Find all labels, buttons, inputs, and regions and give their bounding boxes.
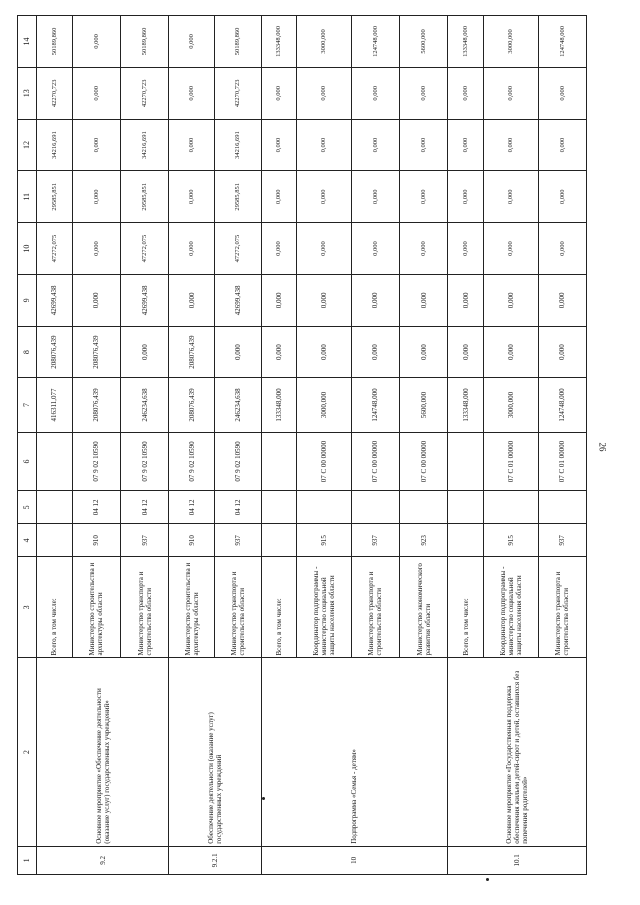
header-row <box>18 16 37 875</box>
value-cell: 208076,439 <box>37 326 73 378</box>
value-cell: 0,000 <box>169 274 215 326</box>
org-cell: Министерство строительства и архитектуры области <box>72 557 120 658</box>
value-cell <box>37 491 73 524</box>
table-row <box>261 16 297 875</box>
value-cell: 124748,000 <box>538 378 586 432</box>
value-cell: 0,000 <box>72 16 120 68</box>
value-cell: 416311,077 <box>37 378 73 432</box>
value-cell: 34216,691 <box>37 119 73 171</box>
col-header: 10 <box>18 223 37 275</box>
value-cell: 910 <box>169 524 215 557</box>
value-cell: 910 <box>72 524 120 557</box>
row-name-cell: Подпрограмма «Семья - детям» <box>261 658 448 846</box>
value-cell: 07 C 01 00000 <box>484 432 539 491</box>
value-cell: 3000,000 <box>484 16 539 68</box>
value-cell: 0,000 <box>120 326 168 378</box>
value-cell: 0,000 <box>169 16 215 68</box>
value-cell: 0,000 <box>400 223 448 275</box>
value-cell: 0,000 <box>169 119 215 171</box>
value-cell: 0,000 <box>448 119 484 171</box>
value-cell: 915 <box>484 524 539 557</box>
value-cell <box>37 432 73 491</box>
value-cell: 0,000 <box>538 223 586 275</box>
row-name-cell: Основное мероприятие «Обеспечение деятельности (оказание услуг) государственных учреждений» <box>37 658 169 846</box>
value-cell: 04 12 <box>72 491 120 524</box>
org-cell: Координатор подпрограммы - министерство социальной защиты населения области <box>484 557 539 658</box>
value-cell: 133348,000 <box>261 16 297 68</box>
value-cell: 29585,851 <box>37 171 73 223</box>
value-cell: 915 <box>297 524 352 557</box>
value-cell: 47272,075 <box>120 223 168 275</box>
value-cell: 42699,438 <box>37 274 73 326</box>
org-cell: Координатор подпрограммы - министерство социальной защиты населения области <box>297 557 352 658</box>
org-cell: Всего, в том числе: <box>37 557 73 658</box>
col-header: 8 <box>18 326 37 378</box>
col-header: 7 <box>18 378 37 432</box>
value-cell: 0,000 <box>261 119 297 171</box>
value-cell: 04 12 <box>169 491 215 524</box>
value-cell: 07 C 00 00000 <box>351 432 399 491</box>
value-cell: 208076,439 <box>169 326 215 378</box>
value-cell: 0,000 <box>261 67 297 119</box>
value-cell: 0,000 <box>448 67 484 119</box>
org-cell: Министерство транспорта и строительства области <box>120 557 168 658</box>
value-cell: 0,000 <box>169 223 215 275</box>
col-header: 12 <box>18 119 37 171</box>
value-cell: 07 9 02 10590 <box>215 432 261 491</box>
value-cell: 246234,638 <box>215 378 261 432</box>
value-cell: 47272,075 <box>37 223 73 275</box>
value-cell: 0,000 <box>297 171 352 223</box>
value-cell: 0,000 <box>72 274 120 326</box>
value-cell: 0,000 <box>484 326 539 378</box>
value-cell: 0,000 <box>351 67 399 119</box>
value-cell: 0,000 <box>484 119 539 171</box>
value-cell: 3000,000 <box>297 378 352 432</box>
col-header: 3 <box>18 557 37 658</box>
value-cell: 3000,000 <box>297 16 352 68</box>
col-header: 1 <box>18 846 37 874</box>
col-header: 14 <box>18 16 37 68</box>
value-cell <box>448 432 484 491</box>
org-cell: Министерство транспорта и строительства области <box>351 557 399 658</box>
value-cell: 0,000 <box>448 326 484 378</box>
value-cell <box>261 491 297 524</box>
value-cell: 0,000 <box>297 119 352 171</box>
row-name-cell: Обеспечение деятельности (оказание услуг) государственных учреждений <box>169 658 261 846</box>
value-cell: 5600,000 <box>400 378 448 432</box>
value-cell: 0,000 <box>351 171 399 223</box>
value-cell: 0,000 <box>261 223 297 275</box>
value-cell: 0,000 <box>400 274 448 326</box>
value-cell <box>538 491 586 524</box>
col-header: 4 <box>18 524 37 557</box>
value-cell <box>261 432 297 491</box>
value-cell: 133348,000 <box>261 378 297 432</box>
value-cell: 0,000 <box>261 326 297 378</box>
value-cell: 0,000 <box>538 274 586 326</box>
value-cell: 34216,691 <box>120 119 168 171</box>
org-cell: Министерство экономического развития области <box>400 557 448 658</box>
value-cell: 0,000 <box>297 274 352 326</box>
value-cell: 29585,851 <box>120 171 168 223</box>
value-cell: 0,000 <box>538 119 586 171</box>
value-cell: 07 9 02 10590 <box>72 432 120 491</box>
value-cell: 133348,000 <box>448 378 484 432</box>
value-cell <box>351 491 399 524</box>
value-cell: 0,000 <box>448 223 484 275</box>
value-cell: 04 12 <box>120 491 168 524</box>
value-cell: 42699,438 <box>120 274 168 326</box>
value-cell <box>37 524 73 557</box>
value-cell: 07 C 00 00000 <box>297 432 352 491</box>
value-cell: 133348,000 <box>448 16 484 68</box>
value-cell: 937 <box>351 524 399 557</box>
col-header: 2 <box>18 658 37 846</box>
value-cell <box>484 491 539 524</box>
value-cell <box>448 524 484 557</box>
value-cell: 208076,439 <box>72 326 120 378</box>
value-cell: 34216,691 <box>215 119 261 171</box>
value-cell: 0,000 <box>297 67 352 119</box>
value-cell: 0,000 <box>400 171 448 223</box>
table-row <box>169 16 215 875</box>
value-cell: 0,000 <box>72 171 120 223</box>
value-cell: 50189,860 <box>37 16 73 68</box>
org-cell: Министерство строительства и архитектуры области <box>169 557 215 658</box>
value-cell <box>261 524 297 557</box>
value-cell: 0,000 <box>400 326 448 378</box>
value-cell: 937 <box>538 524 586 557</box>
value-cell: 208076,439 <box>72 378 120 432</box>
value-cell: 0,000 <box>351 119 399 171</box>
value-cell: 124748,000 <box>351 378 399 432</box>
value-cell: 0,000 <box>72 67 120 119</box>
rotated-table-frame <box>17 15 587 875</box>
value-cell: 0,000 <box>484 223 539 275</box>
value-cell: 50189,860 <box>215 16 261 68</box>
value-cell: 0,000 <box>169 67 215 119</box>
value-cell: 42270,723 <box>215 67 261 119</box>
value-cell: 0,000 <box>448 274 484 326</box>
value-cell: 04 12 <box>215 491 261 524</box>
value-cell: 0,000 <box>215 326 261 378</box>
org-cell: Всего, в том числе: <box>448 557 484 658</box>
value-cell: 50189,860 <box>120 16 168 68</box>
page-number: 26 <box>597 442 608 452</box>
value-cell: 5600,000 <box>400 16 448 68</box>
value-cell: 07 9 02 10590 <box>120 432 168 491</box>
row-id-cell: 9.2 <box>37 846 169 874</box>
budget-table <box>17 15 587 875</box>
value-cell: 0,000 <box>351 326 399 378</box>
value-cell: 0,000 <box>351 274 399 326</box>
value-cell: 0,000 <box>484 274 539 326</box>
value-cell: 42270,723 <box>37 67 73 119</box>
value-cell: 3000,000 <box>484 378 539 432</box>
value-cell: 937 <box>215 524 261 557</box>
value-cell: 0,000 <box>538 326 586 378</box>
value-cell: 208076,439 <box>169 378 215 432</box>
org-cell: Министерство транспорта и строительства области <box>215 557 261 658</box>
value-cell: 923 <box>400 524 448 557</box>
table-row <box>448 16 484 875</box>
col-header: 5 <box>18 491 37 524</box>
value-cell: 07 9 02 10590 <box>169 432 215 491</box>
col-header: 9 <box>18 274 37 326</box>
value-cell: 124748,000 <box>538 16 586 68</box>
row-name-cell: Основное мероприятие «Государственная поддержка обеспечения жильем детей-сирот и детей, оставшихся без попечения родителей» <box>448 658 587 846</box>
row-id-cell: 9.2.1 <box>169 846 261 874</box>
value-cell: 246234,638 <box>120 378 168 432</box>
org-cell: Всего, в том числе: <box>261 557 297 658</box>
value-cell: 0,000 <box>297 223 352 275</box>
value-cell: 0,000 <box>538 171 586 223</box>
org-cell: Министерство транспорта и строительства области <box>538 557 586 658</box>
scan-speck <box>486 878 489 881</box>
value-cell: 0,000 <box>261 171 297 223</box>
value-cell: 0,000 <box>72 119 120 171</box>
value-cell: 29585,851 <box>215 171 261 223</box>
value-cell: 42270,723 <box>120 67 168 119</box>
value-cell: 0,000 <box>400 67 448 119</box>
row-id-cell: 10.1 <box>448 846 587 874</box>
table-body <box>37 16 587 875</box>
value-cell: 07 C 00 00000 <box>400 432 448 491</box>
value-cell: 0,000 <box>484 171 539 223</box>
value-cell: 47272,075 <box>215 223 261 275</box>
value-cell: 937 <box>120 524 168 557</box>
value-cell: 0,000 <box>448 171 484 223</box>
value-cell: 0,000 <box>484 67 539 119</box>
row-id-cell: 10 <box>261 846 448 874</box>
value-cell <box>400 491 448 524</box>
value-cell: 0,000 <box>538 67 586 119</box>
col-header: 11 <box>18 171 37 223</box>
value-cell: 0,000 <box>72 223 120 275</box>
value-cell: 07 C 01 00000 <box>538 432 586 491</box>
value-cell: 124748,000 <box>351 16 399 68</box>
value-cell: 0,000 <box>297 326 352 378</box>
table-row <box>37 16 73 875</box>
value-cell: 42699,438 <box>215 274 261 326</box>
value-cell: 0,000 <box>351 223 399 275</box>
value-cell: 0,000 <box>400 119 448 171</box>
value-cell <box>448 491 484 524</box>
value-cell: 0,000 <box>169 171 215 223</box>
col-header: 13 <box>18 67 37 119</box>
value-cell: 0,000 <box>261 274 297 326</box>
col-header: 6 <box>18 432 37 491</box>
value-cell <box>297 491 352 524</box>
